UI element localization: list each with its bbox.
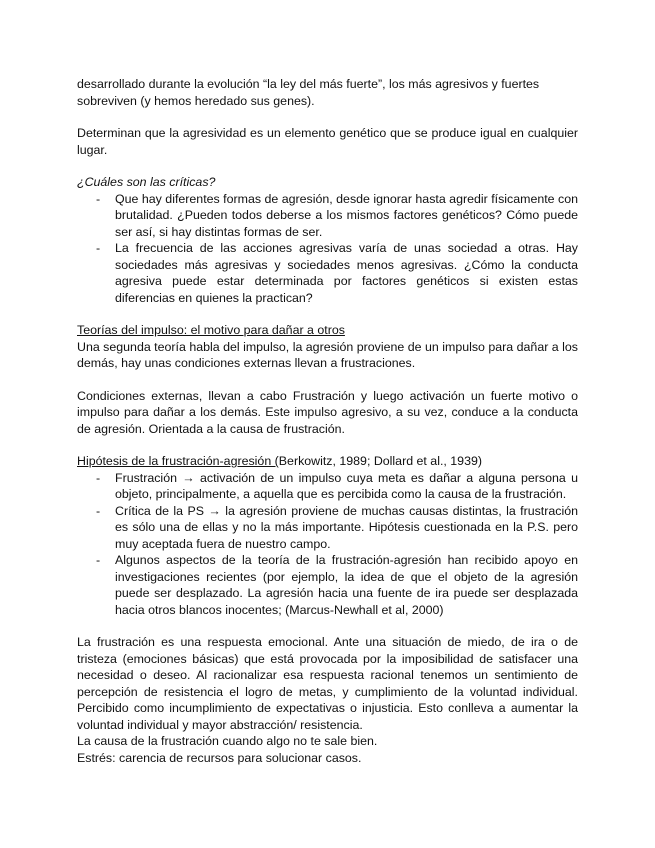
paragraph-frustracion: La frustración es una respuesta emocional. Ante una situación de miedo, de ira o de tristeza (emociones básicas) que está provocada por la imposibilidad de satisfacer una necesidad o deseo. Al racionalizar esa respuesta racional tenemos un sentimiento de percepción de resistencia el logro de metas, y cumplimiento de la voluntad individual. Percibido como incumplimiento de expectativas o injusticia. Esto conlleva a aumentar la voluntad individual y mayor abstracción/ resistencia.	[77, 635, 578, 732]
paragraph-causa-frustracion: La causa de la frustración cuando algo no te sale bien.	[77, 734, 378, 748]
hipotesis-heading: Hipótesis de la frustración-agresión (	[77, 454, 279, 468]
hipotesis-citation: Berkowitz, 1989; Dollard et al., 1939)	[278, 454, 482, 468]
criticas-heading: ¿Cuáles son las críticas?	[77, 175, 216, 189]
list-item: - Crítica de la PS → la agresión proviene de muchas causas distintas, la frustración es sólo una de ellas y no la más importante. Hipótesis cuestionada en la P.S. pero muy aceptada fuera de nuestro campo.	[96, 503, 578, 551]
dash-marker: -	[96, 503, 101, 518]
dash-marker: -	[96, 553, 101, 567]
hipotesis-heading-line	[77, 453, 578, 470]
paragraph-condiciones-externas: Condiciones externas, llevan a cabo Frustración y luego activación un fuerte motivo o impulso para dañar a los demás. Este impulso agresivo, a su vez, conduce a la conducta de agresión. Orientada a la causa de frustración.	[77, 388, 578, 436]
paragraph-estres: Estrés: carencia de recursos para solucionar casos.	[77, 750, 362, 765]
paragraph-agresividad-genetica: Determinan que la agresividad es un elemento genético que se produce igual en cualquier lugar.	[77, 126, 578, 157]
dash-marker: -	[96, 191, 101, 206]
paragraph-evolucion: desarrollado durante la evolución “la ley del más fuerte”, los más agresivos y fuertes sobreviven (y hemos heredado sus genes).	[77, 77, 540, 108]
list-item: - Frustración → activación de un impulso cuya meta es dañar a alguna persona u objeto, principalmente, a aquella que es percibida como la causa de la frustración.	[96, 470, 578, 501]
list-item: - Algunos aspectos de la teoría de la frustración-agresión han recibido apoyo en investigaciones recientes (por ejemplo, la idea de que el objeto de la agresión puede ser desplazado. La agresión hacia una fuente de ira puede ser desplazada hacia otros blancos inocentes; (Marcus-Newhall et al, 2000)	[96, 553, 578, 617]
document-body	[77, 76, 578, 766]
dash-marker: -	[96, 470, 101, 485]
impulso-heading: Teorías del impulso: el motivo para dañar a otros	[77, 323, 345, 337]
criticas-list	[77, 191, 578, 307]
dash-marker: -	[96, 241, 101, 255]
list-item: - La frecuencia de las acciones agresivas varía de unas sociedad a otras. Hay sociedades más agresivas y sociedades menos agresivas. ¿Cómo la conducta agresiva puede estar determinada por factores genéticos si existen estas diferencias en quienes la practican?	[96, 241, 578, 305]
paragraph-impulso: Una segunda teoría habla del impulso, la agresión proviene de un impulso para dañar a los demás, hay unas condiciones externas llevan a frustraciones.	[77, 339, 578, 370]
hipotesis-list	[77, 470, 578, 619]
list-item: - Que hay diferentes formas de agresión, desde ignorar hasta agredir físicamente con brutalidad. ¿Pueden todos deberse a los mismos factores genéticos? Cómo puede ser así, si hay distintas formas de ser.	[96, 191, 578, 239]
